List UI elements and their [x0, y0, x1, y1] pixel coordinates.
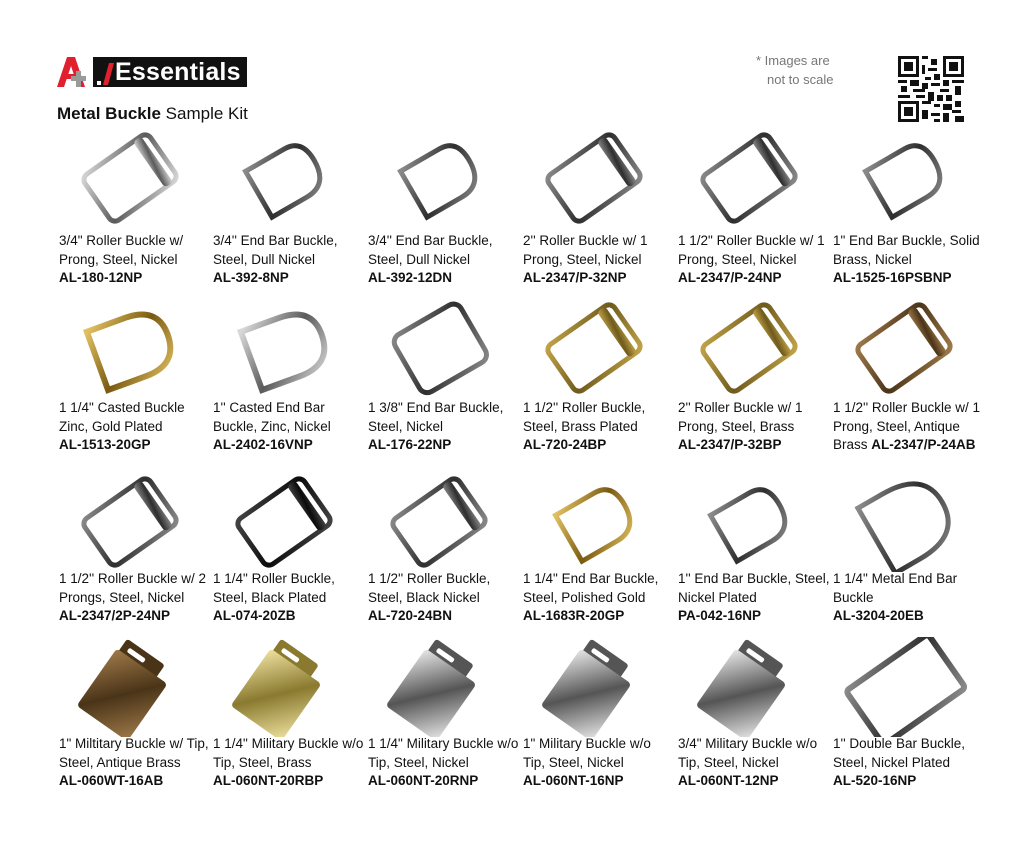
product-caption — [213, 399, 365, 455]
logo-check-icon — [95, 57, 115, 87]
product-caption — [368, 399, 520, 455]
product-description: 1" Miltitary Buckle w/ Tip, Steel, Antique Brass — [59, 736, 209, 770]
product-description: 1'' Casted End Bar Buckle, Zinc, Nickel — [213, 400, 331, 434]
buckle-roller-icon — [674, 128, 824, 228]
buckle-military-icon — [519, 637, 669, 737]
product-sku: AL-3204-20EB — [833, 608, 924, 623]
product-description: 2'' Roller Buckle w/ 1 Prong, Steel, Nickel — [523, 233, 648, 267]
product-description: 1 1/4" Roller Buckle, Steel, Black Plated — [213, 571, 335, 605]
buckle-roller-icon — [55, 128, 205, 228]
product-sku: AL-720-24BN — [368, 608, 453, 623]
product-description: 1 1/2'' Roller Buckle, Steel, Black Nickel — [368, 571, 491, 605]
product-caption — [523, 735, 675, 791]
buckle-d-icon — [209, 298, 359, 398]
product-description: 1 1/4" Military Buckle w/o Tip, Steel, Brass — [213, 736, 364, 770]
buckle-roller-icon — [519, 298, 669, 398]
product-sku: AL-520-16NP — [833, 773, 917, 788]
product-description: 1'' End Bar Buckle, Steel, Nickel Plated — [678, 571, 830, 605]
product-description: 1 1/4" Casted Buckle Zinc, Gold Plated — [59, 400, 185, 434]
product-description: 1 1/2'' Roller Buckle, Steel, Brass Plated — [523, 400, 646, 434]
buckle-military-icon — [674, 637, 824, 737]
buckle-roller-icon — [829, 298, 979, 398]
product-sku: AL-2347/P-24NP — [678, 270, 782, 285]
buckle-dring-icon — [829, 472, 979, 572]
buckle-roller2-icon — [55, 472, 205, 572]
buckle-round-icon — [829, 128, 979, 228]
product-description: 1 3/8" End Bar Buckle, Steel, Nickel — [368, 400, 504, 434]
product-description: 1 1/2" Roller Buckle w/ 1 Prong, Steel, Nickel — [678, 233, 825, 267]
product-caption — [368, 570, 520, 626]
page-title — [57, 104, 248, 124]
product-sku: AL-060NT-12NP — [678, 773, 779, 788]
product-caption — [59, 570, 211, 626]
logo-text: Essentials — [115, 58, 241, 86]
page-title-rest: Sample Kit — [160, 104, 248, 123]
buckle-roller-icon — [209, 472, 359, 572]
buckle-roller-icon — [674, 298, 824, 398]
buckle-round-icon — [364, 128, 514, 228]
product-description: 3/4'' End Bar Buckle, Steel, Dull Nickel — [368, 233, 493, 267]
product-caption — [213, 232, 365, 288]
product-sku: AL-1683R-20GP — [523, 608, 625, 623]
brand-logo — [57, 57, 247, 87]
product-caption — [523, 232, 675, 288]
product-sku: AL-180-12NP — [59, 270, 143, 285]
product-sku: AL-060NT-16NP — [523, 773, 624, 788]
product-sku: AL-060WT-16AB — [59, 773, 164, 788]
product-caption — [59, 232, 211, 288]
logo-a-plus-icon — [57, 57, 93, 87]
product-caption — [523, 399, 675, 455]
product-description: 1 1/4" End Bar Buckle, Steel, Polished Gold — [523, 571, 659, 605]
buckle-military-icon — [55, 637, 205, 737]
buckle-d-icon — [55, 298, 205, 398]
product-sku: AL-392-12DN — [368, 270, 453, 285]
product-caption — [678, 399, 830, 455]
scale-disclaimer — [756, 51, 834, 89]
product-description: 1 1/2'' Roller Buckle w/ 2 Prongs, Steel, Nickel — [59, 571, 206, 605]
product-sku: AL-2347/P-32NP — [523, 270, 627, 285]
buckle-round-icon — [209, 128, 359, 228]
product-sku: AL-1513-20GP — [59, 437, 151, 452]
product-sku: AL-2347/2P-24NP — [59, 608, 171, 623]
product-description: 1 1/4" Military Buckle w/o Tip, Steel, Nickel — [368, 736, 519, 770]
product-caption — [59, 735, 211, 791]
product-description: 2'' Roller Buckle w/ 1 Prong, Steel, Brass — [678, 400, 803, 434]
buckle-military-icon — [209, 637, 359, 737]
page-title-bold: Metal Buckle — [57, 104, 161, 123]
product-description: 3/4'' End Bar Buckle, Steel, Dull Nickel — [213, 233, 338, 267]
logo-wordmark — [93, 57, 247, 87]
product-caption — [523, 570, 675, 626]
qr-code-icon[interactable] — [898, 56, 964, 122]
product-sku: AL-060NT-20RNP — [368, 773, 479, 788]
product-caption — [833, 399, 985, 455]
product-caption — [833, 232, 985, 288]
product-caption — [59, 399, 211, 455]
product-sku: AL-720-24BP — [523, 437, 607, 452]
product-caption — [213, 735, 365, 791]
buckle-square-icon — [364, 298, 514, 398]
product-sku: AL-392-8NP — [213, 270, 289, 285]
buckle-military-icon — [364, 637, 514, 737]
product-sku: AL-2402-16VNP — [213, 437, 313, 452]
product-sku: AL-060NT-20RBP — [213, 773, 324, 788]
product-sku: PA-042-16NP — [678, 608, 762, 623]
buckle-roller-icon — [364, 472, 514, 572]
product-caption — [678, 570, 830, 626]
product-sku: AL-2347/P-24AB — [871, 437, 976, 452]
buckle-double-icon — [829, 637, 979, 737]
product-sku: AL-074-20ZB — [213, 608, 296, 623]
product-caption — [833, 570, 985, 626]
scale-note-line1: * Images are — [756, 53, 830, 68]
product-description: 1'' Double Bar Buckle, Steel, Nickel Plated — [833, 736, 965, 770]
product-caption — [368, 735, 520, 791]
product-caption — [833, 735, 985, 791]
product-description: 1 1/2'' Roller Buckle w/ 1 Prong, Steel, Antique Brass — [833, 400, 980, 452]
product-caption — [368, 232, 520, 288]
product-description: 3/4" Roller Buckle w/ Prong, Steel, Nickel — [59, 233, 184, 267]
product-caption — [213, 570, 365, 626]
product-sku: AL-176-22NP — [368, 437, 452, 452]
buckle-round-icon — [674, 472, 824, 572]
product-caption — [678, 232, 830, 288]
product-description: 3/4" Military Buckle w/o Tip, Steel, Nickel — [678, 736, 818, 770]
product-caption — [678, 735, 830, 791]
product-sku: AL-2347/P-32BP — [678, 437, 782, 452]
buckle-round-icon — [519, 472, 669, 572]
product-description: 1" End Bar Buckle, Solid Brass, Nickel — [833, 233, 980, 267]
product-description: 1" Military Buckle w/o Tip, Steel, Nickel — [523, 736, 651, 770]
product-description: 1 1/4" Metal End Bar Buckle — [833, 571, 958, 605]
scale-note-line2: not to scale — [767, 72, 834, 87]
product-sku: AL-1525-16PSBNP — [833, 270, 952, 285]
buckle-roller-icon — [519, 128, 669, 228]
